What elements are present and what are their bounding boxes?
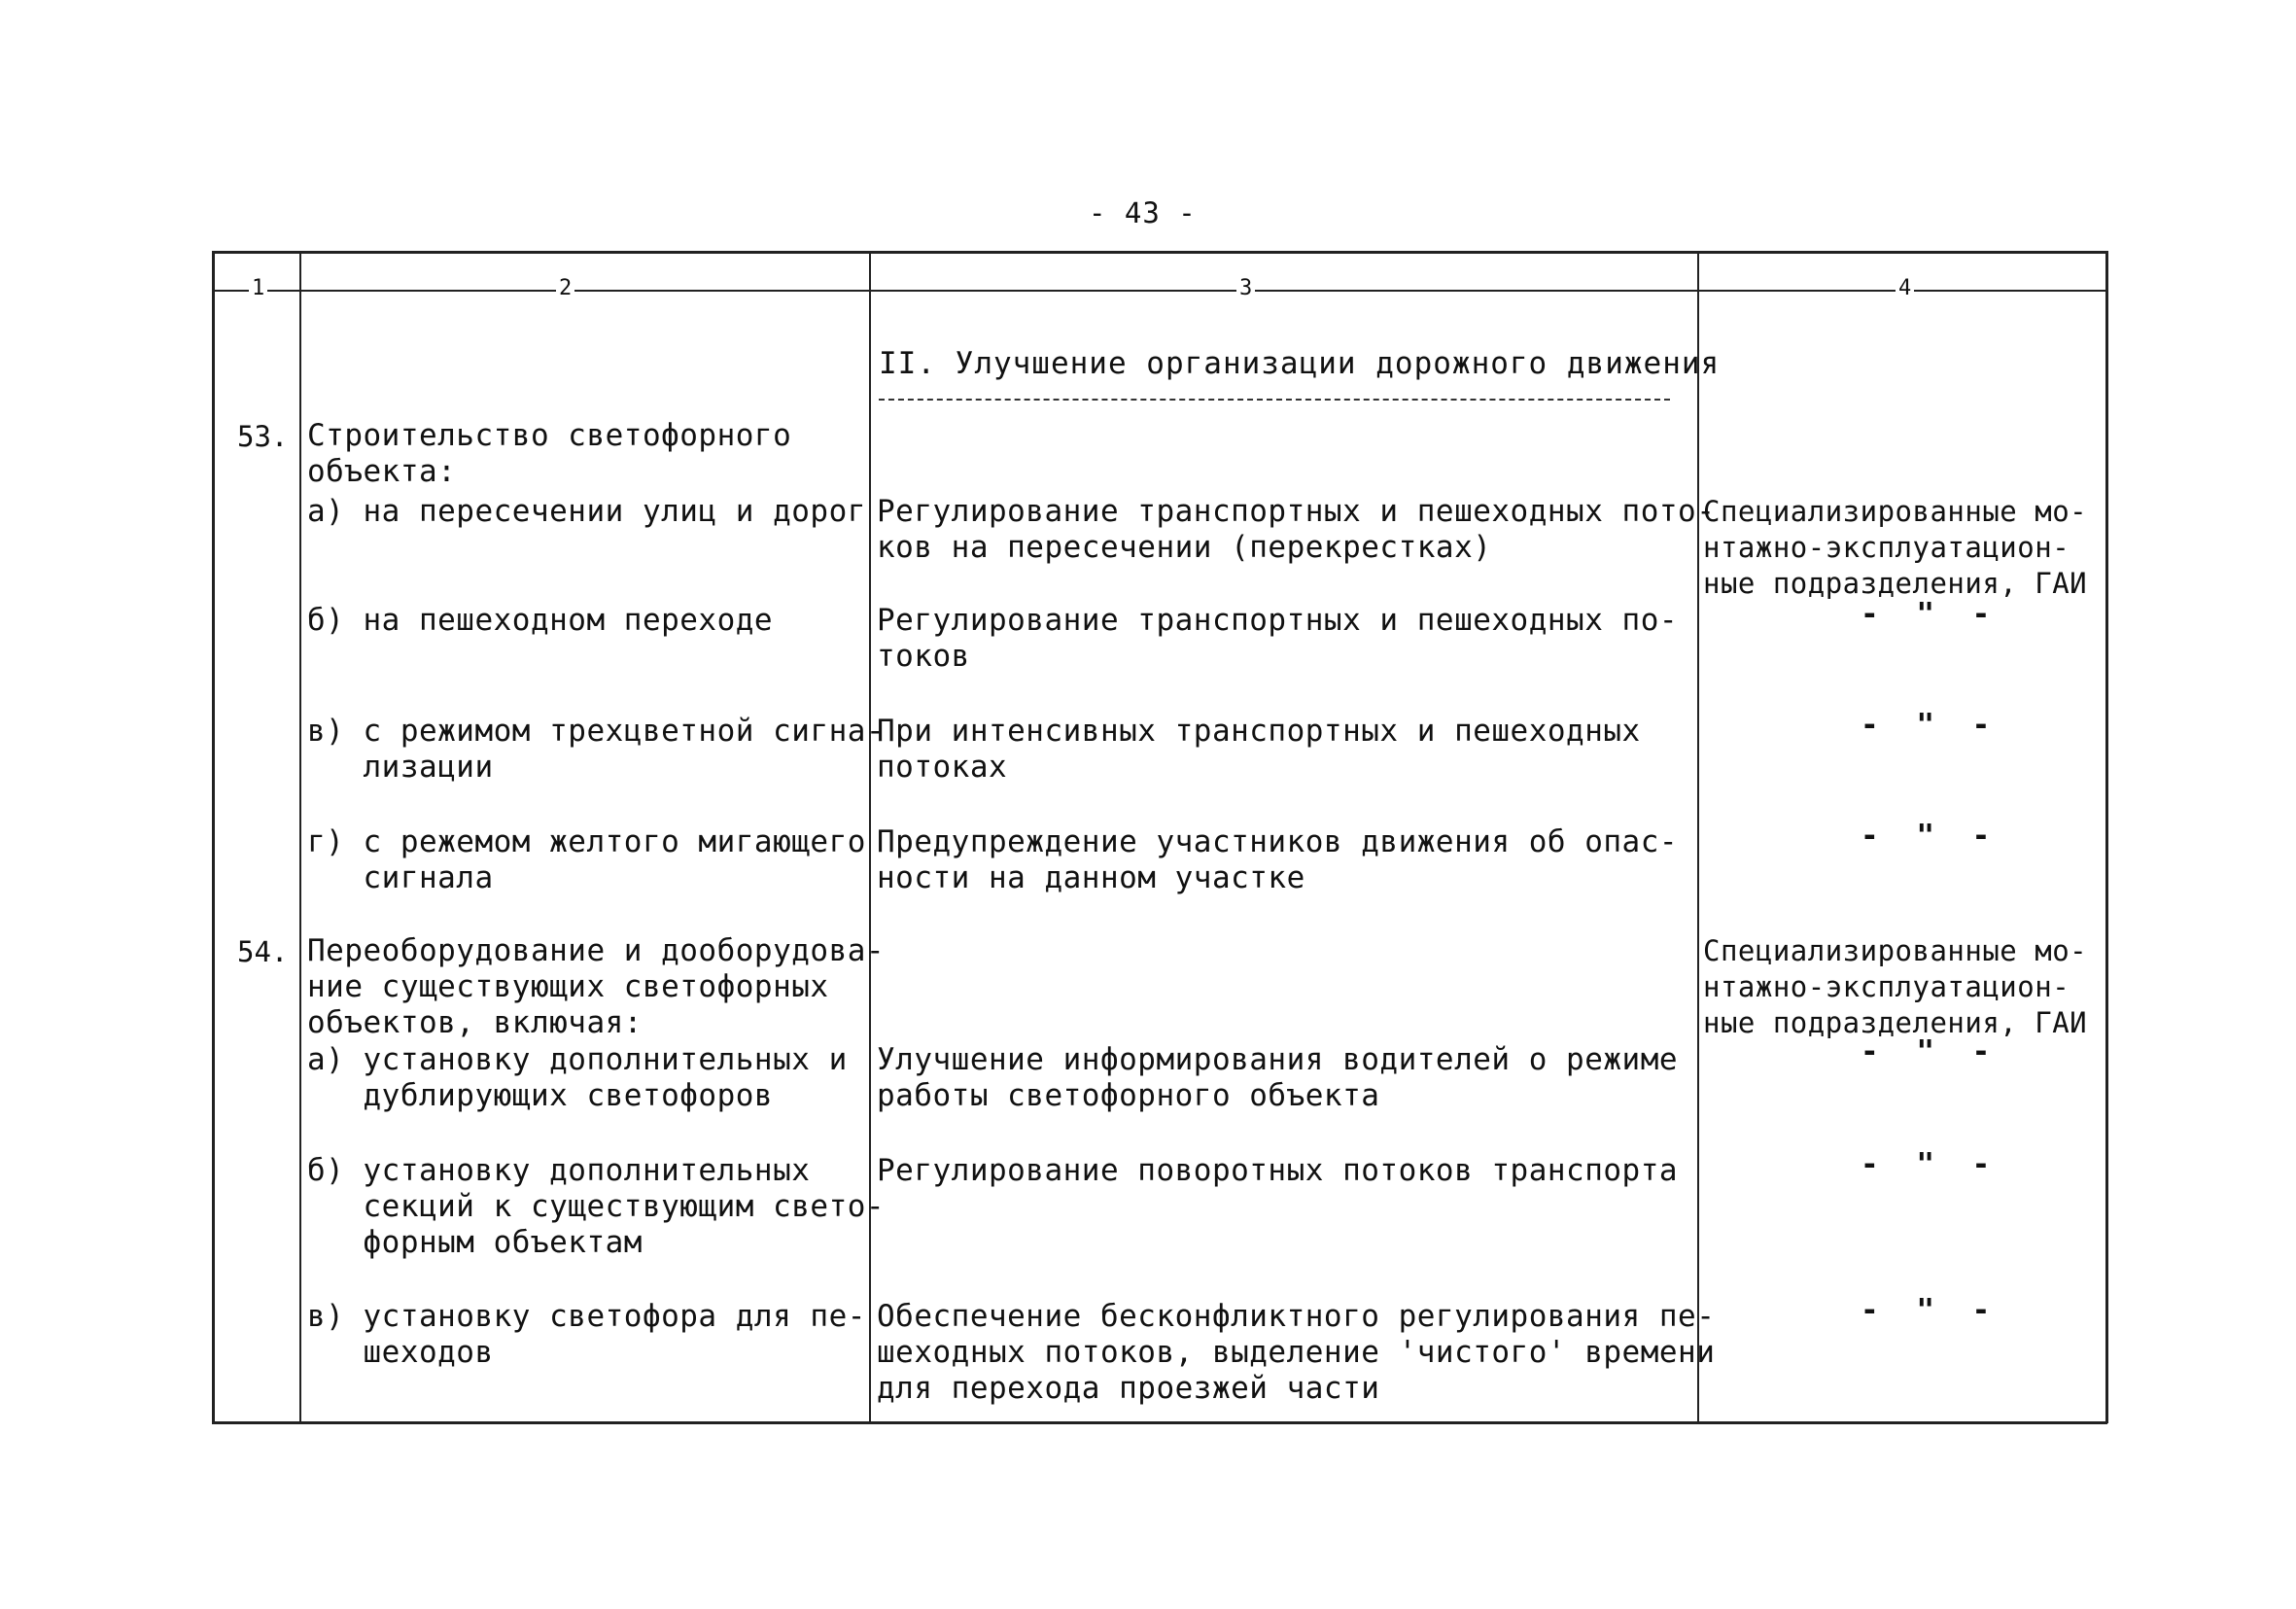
column-header-4: 4	[1896, 276, 1914, 300]
ditto-mark: - " -	[1861, 1293, 2000, 1328]
item-purpose: При интенсивных транспортных и пешеходных потоках	[877, 714, 1641, 785]
item-purpose: Предупреждение участников движения об опас- ности на данном участке	[877, 824, 1679, 895]
item-purpose: Регулирование транспортных и пешеходных по- токов	[877, 603, 1679, 674]
table-top-border	[212, 251, 2107, 254]
table-left-border	[212, 251, 215, 1423]
page-number: - 43 -	[1089, 196, 1197, 229]
header-rule	[212, 290, 2107, 292]
ditto-mark: - " -	[1861, 597, 2000, 632]
item-purpose: Регулирование поворотных потоков транспорта	[877, 1153, 1679, 1188]
column-header-3: 3	[1236, 276, 1255, 300]
table-right-border	[2105, 251, 2108, 1423]
item-executor: Специализированные мо- нтажно-эксплуатацион- ные подразделения, ГАИ	[1703, 934, 2088, 1039]
ditto-mark: - " -	[1861, 1147, 2000, 1182]
item-label: а) установку дополнительных и дублирующих светофоров	[307, 1042, 848, 1113]
item-label: г) с режемом желтого мигающего сигнала	[307, 824, 866, 895]
item-purpose: Регулирование транспортных и пешеходных пото- ков на пересечении (перекрестках)	[877, 494, 1716, 565]
ditto-mark: - " -	[1861, 1034, 2000, 1069]
ditto-mark: - " -	[1861, 819, 2000, 854]
item-label: б) на пешеходном переходе	[307, 603, 774, 638]
item-purpose: Обеспечение бесконфликтного регулирования пе- шеходных потоков, выделение 'чистого' времени для перехода проезжей части	[877, 1299, 1716, 1406]
ditto-mark: - " -	[1861, 708, 2000, 743]
row-number: 54.	[237, 935, 289, 968]
item-purpose: Улучшение информирования водителей о режиме работы светофорного объекта	[877, 1042, 1679, 1113]
column-header-2: 2	[556, 276, 574, 300]
section-title-underline	[879, 399, 1670, 401]
column-divider-3	[1697, 251, 1699, 1423]
item-label: в) установку светофора для пе- шеходов	[307, 1299, 866, 1370]
table-bottom-border	[212, 1421, 2107, 1424]
column-divider-1	[299, 251, 301, 1423]
row-title: Переоборудование и дооборудова- ние существующих светофорных объектов, включая:	[307, 933, 886, 1040]
item-label: б) установку дополнительных секций к существующим свето- форным объектам	[307, 1153, 886, 1260]
row-number: 53.	[237, 420, 289, 453]
item-label: в) с режимом трехцветной сигна- лизации	[307, 714, 886, 785]
section-title: II. Улучшение организации дорожного движения	[879, 346, 1721, 381]
item-label: а) на пересечении улиц и дорог	[307, 494, 866, 529]
item-executor: Специализированные мо- нтажно-эксплуатацион- ные подразделения, ГАИ	[1703, 495, 2088, 600]
column-header-1: 1	[249, 276, 267, 300]
row-title: Строительство светофорного объекта:	[307, 418, 792, 489]
